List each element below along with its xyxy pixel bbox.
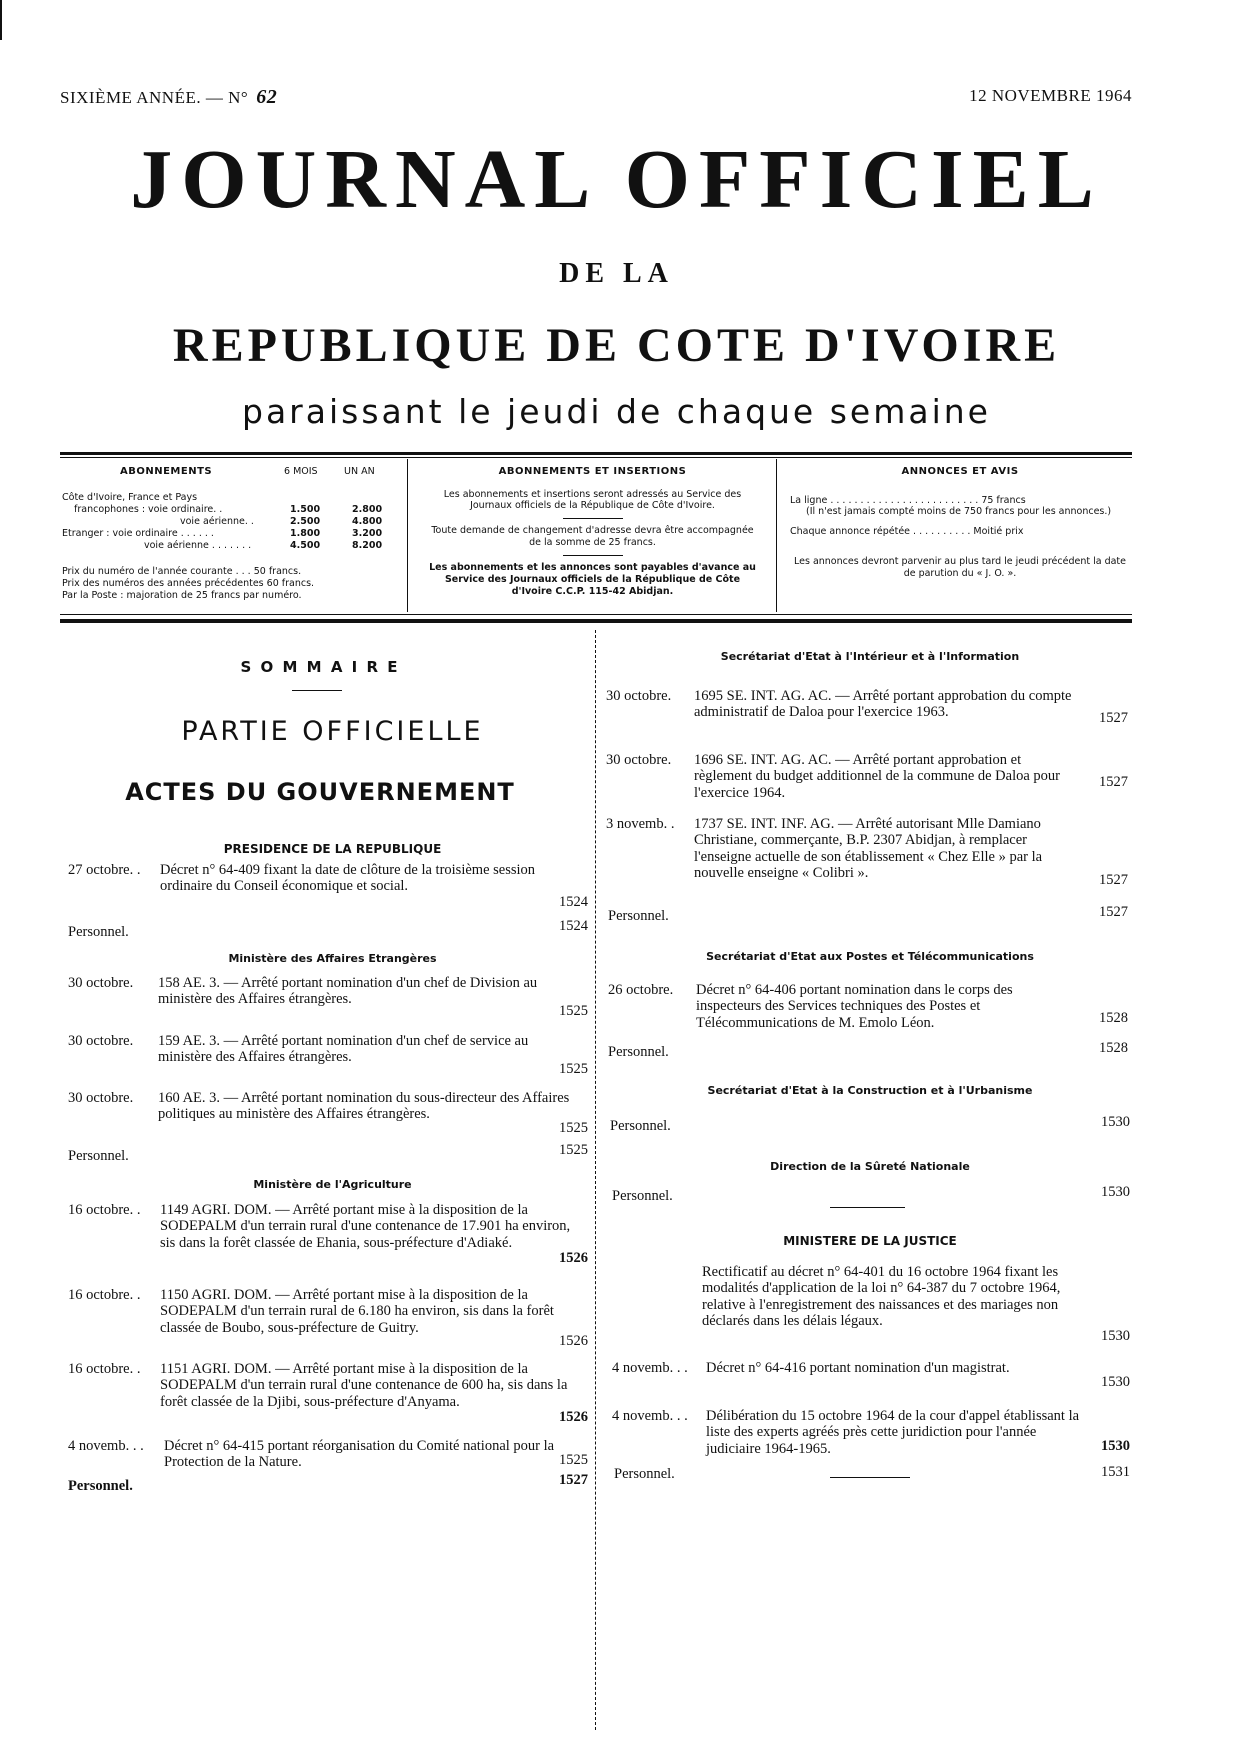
col-6-mois: 6 MOIS <box>284 466 318 477</box>
entry-date: 30 octobre. <box>68 1090 134 1106</box>
box-divider <box>776 459 777 612</box>
entry-date: 30 octobre. <box>606 688 672 704</box>
top-rule-thin <box>60 457 1132 458</box>
sommaire-entry <box>612 1408 1130 1458</box>
sommaire-entry <box>68 1090 588 1146</box>
top-rule <box>60 452 1132 455</box>
sommaire-entry <box>68 1033 588 1089</box>
entry-page: 1526 <box>559 1250 588 1266</box>
entry-page: 1524 <box>559 894 588 910</box>
sommaire-entry <box>614 1466 1130 1486</box>
entry-text: Personnel. <box>610 1118 671 1134</box>
abonnements-box <box>62 460 402 602</box>
tarif-value: 4.800 <box>352 516 383 527</box>
entry-page: 1525 <box>559 1142 588 1158</box>
abonnements-header: ABONNEMENTS <box>120 466 213 477</box>
entry-page: 1528 <box>1099 1040 1128 1056</box>
entry-text: 1696 SE. INT. AG. AC. — Arrêté portant approbation et règlement du budget additionnel de la commune de Daloa pour l'exercice 1964. <box>694 752 1061 801</box>
republic-title: REPUBLIQUE DE COTE D'IVOIRE <box>172 319 1061 372</box>
separator <box>563 518 623 519</box>
sommaire-entry <box>68 1472 588 1498</box>
entry-page: 1528 <box>1099 1010 1128 1026</box>
entry-page: 1527 <box>1099 872 1128 888</box>
boxes-bottom-rule <box>60 614 1132 615</box>
sommaire-entry <box>68 918 588 944</box>
entry-date: 27 octobre. . <box>68 862 141 878</box>
entry-text: 1151 AGRI. DOM. — Arrêté portant mise à la disposition de la SODEPALM d'un terrain rural d'une contenance de 600 ha, sis dans la forêt classée de la Djibi, sous-préfecture d'Anyama. <box>160 1361 568 1410</box>
entry-text: 1695 SE. INT. AG. AC. — Arrêté portant approbation du compte administratif de Daloa pour l'exercice 1963. <box>694 688 1072 721</box>
entry-page: 1527 <box>1099 774 1128 790</box>
entry-text: 1150 AGRI. DOM. — Arrêté portant mise à la disposition de la SODEPALM d'un terrain rural de 6.180 ha environ, sis dans la forêt classée de Boubo, sous-préfecture de Guitry. <box>160 1287 554 1336</box>
sommaire-entry <box>610 1114 1130 1138</box>
entry-text: Décret n° 64-416 portant nomination d'un magistrat. <box>706 1360 1010 1376</box>
tarif-value: 1.800 <box>290 528 321 539</box>
tarif-value: 2.800 <box>352 504 383 515</box>
sommaire-entry <box>68 1202 588 1278</box>
box-divider <box>407 459 408 612</box>
entry-text: Personnel. <box>612 1188 673 1204</box>
entry-text: Délibération du 15 octobre 1964 de la cour d'appel établissant la liste des experts agréés près cette juridiction pour l'année judiciaire 1964-1965. <box>706 1408 1080 1457</box>
entry-text: Personnel. <box>68 1148 129 1164</box>
boxes-bottom-rule-thick <box>60 619 1132 623</box>
tarif-row: Etranger : voie ordinaire . . . . . . <box>62 528 214 539</box>
section-agriculture: Ministère de l'Agriculture <box>253 1178 412 1191</box>
issue-year: SIXIÈME ANNÉE. — N° <box>60 88 249 107</box>
entry-text: 158 AE. 3. — Arrêté portant nomination d'un chef de Division au ministère des Affaires étrangères. <box>158 975 538 1008</box>
entry-page: 1530 <box>1101 1184 1130 1200</box>
entry-text: 1737 SE. INT. INF. AG. — Arrêté autorisant Mlle Damiano Christiane, commerçante, B.P. 2307 Abidjan, à remplacer l'enseigne actuelle de son établissement « Chez Elle » par la nouvelle enseigne « Colibri ». <box>694 816 1043 882</box>
tarif-value: 1.500 <box>290 504 321 515</box>
entry-page: 1527 <box>559 1472 588 1488</box>
entry-text: 1149 AGRI. DOM. — Arrêté portant mise à la disposition de la SODEPALM d'un terrain rural d'une contenance de 17.901 ha environ, sis dans la forêt classée de Ehania, sous-préfecture d'Adiaké. <box>160 1202 571 1251</box>
separator <box>292 690 342 691</box>
sommaire-entry <box>68 975 588 1031</box>
annonces-box <box>790 460 1130 580</box>
entry-date: 30 octobre. <box>606 752 672 768</box>
col-un-an: UN AN <box>344 466 375 477</box>
sommaire-entry <box>68 1438 588 1474</box>
tarif-value: 4.500 <box>290 540 321 551</box>
entry-page: 1527 <box>1099 710 1128 726</box>
entry-page: 1525 <box>559 1120 588 1136</box>
prix-poste: Par la Poste : majoration de 25 francs par numéro. <box>62 589 302 601</box>
entry-page: 1526 <box>559 1333 588 1349</box>
publication-frequency: paraissant le jeudi de chaque semaine <box>242 392 991 431</box>
tarif-value: 3.200 <box>352 528 383 539</box>
prix-numero: Prix des numéros des années précédentes 60 francs. <box>62 577 315 589</box>
entry-page: 1530 <box>1101 1114 1130 1130</box>
entry-date: 30 octobre. <box>68 1033 134 1049</box>
tarif-row: francophones : voie ordinaire. . <box>74 504 223 515</box>
entry-date: 16 octobre. . <box>68 1202 141 1218</box>
annonces-delai: Les annonces devront parvenir au plus tard le jeudi précédent la date de parution du « J. O. ». <box>794 556 1126 579</box>
entry-text: Personnel. <box>68 1478 133 1494</box>
sommaire-entry <box>612 1184 1130 1208</box>
annonces-header: ANNONCES ET AVIS <box>901 466 1019 477</box>
entry-date: 4 novemb. . . <box>612 1408 688 1424</box>
insertions-text: Toute demande de changement d'adresse devra être accompagnée de la somme de 25 francs. <box>431 525 754 549</box>
sommaire-entry <box>68 1361 588 1425</box>
entry-page: 1530 <box>1101 1328 1130 1344</box>
entry-date: 26 octobre. <box>608 982 674 998</box>
issue-line <box>60 86 277 109</box>
entry-date: 30 octobre. <box>68 975 134 991</box>
entry-text: Décret n° 64-406 portant nomination dans le corps des inspecteurs des Services techniques des Postes et Télécommunications de M. Emolo Léon. <box>696 982 1013 1031</box>
sommaire-entry <box>608 982 1128 1032</box>
sommaire-entry <box>606 752 1128 801</box>
separator <box>563 555 623 556</box>
entry-text: Personnel. <box>608 908 669 924</box>
sommaire-entry <box>68 1287 588 1347</box>
entry-date: 3 novemb. . <box>606 816 675 832</box>
entry-date: 16 octobre. . <box>68 1361 141 1377</box>
section-presidence: PRESIDENCE DE LA REPUBLIQUE <box>223 842 442 856</box>
partie-officielle: PARTIE OFFICIELLE <box>181 716 484 747</box>
entry-date: 4 novemb. . . <box>68 1438 144 1454</box>
insertions-header: ABONNEMENTS ET INSERTIONS <box>498 466 687 477</box>
tarif-row: Côte d'Ivoire, France et Pays <box>62 492 198 503</box>
entry-page: 1531 <box>1101 1464 1130 1480</box>
separator <box>830 1207 905 1208</box>
separator <box>830 1477 910 1478</box>
tarif-value: 2.500 <box>290 516 321 527</box>
annonces-note: (Il n'est jamais compté moins de 750 francs pour les annonces.) <box>806 506 1112 518</box>
sommaire-entry <box>68 862 588 922</box>
sommaire-entry <box>606 688 1128 734</box>
entry-page: 1526 <box>559 1409 588 1425</box>
issue-date: 12 NOVEMBRE 1964 <box>969 86 1132 105</box>
section-surete: Direction de la Sûreté Nationale <box>770 1160 970 1173</box>
entry-page: 1527 <box>1099 904 1128 920</box>
entry-date: 4 novemb. . . <box>612 1360 688 1376</box>
tarif-row: voie aérienne . . . . . . . <box>144 540 252 551</box>
section-interieur: Secrétariat d'Etat à l'Intérieur et à l'Information <box>720 650 1020 663</box>
sommaire-entry <box>612 1360 1130 1396</box>
entry-page: 1525 <box>559 1003 588 1019</box>
prix-numero: Prix du numéro de l'année courante . . . 50 francs. <box>62 566 302 577</box>
insertions-text: Les abonnements et les annonces sont payables d'avance au Service des Journaux officiels de la République de Côte d'Ivoire C.C.P. 115-42 Abidjan. <box>429 562 756 597</box>
sommaire-entry <box>612 1264 1130 1346</box>
issue-number: 62 <box>256 86 278 108</box>
entry-page: 1525 <box>559 1061 588 1077</box>
entry-text: Décret n° 64-409 fixant la date de clôture de la troisième session ordinaire du Conseil économique et social. <box>160 862 536 895</box>
entry-text: 160 AE. 3. — Arrêté portant nomination du sous-directeur des Affaires politiques au ministère des Affaires étrangères. <box>158 1090 570 1123</box>
section-postes: Secrétariat d'Etat aux Postes et Télécommunications <box>706 950 1034 963</box>
entry-page: 1530 <box>1101 1374 1130 1390</box>
entry-page: 1525 <box>559 1452 588 1468</box>
section-affaires-etrangeres: Ministère des Affaires Etrangères <box>228 952 437 965</box>
annonces-ligne: La ligne . . . . . . . . . . . . . . . . . . . . . . . . . 75 francs <box>790 494 1026 506</box>
entry-text: Personnel. <box>614 1466 675 1482</box>
sommaire-entry <box>608 904 1128 928</box>
entry-date: 16 octobre. . <box>68 1287 141 1303</box>
tarif-row: voie aérienne. . <box>180 516 254 527</box>
entry-text: Personnel. <box>608 1044 669 1060</box>
actes-heading: ACTES DU GOUVERNEMENT <box>125 778 515 806</box>
section-justice: MINISTERE DE LA JUSTICE <box>783 1234 957 1248</box>
annonces-repetee: Chaque annonce répétée . . . . . . . . . . Moitié prix <box>790 526 1024 538</box>
section-construction: Secrétariat d'Etat à la Construction et à l'Urbanisme <box>707 1084 1033 1097</box>
sommaire-title: S O M M A I R E <box>240 658 400 676</box>
subtitle-de-la: DE LA <box>559 258 674 289</box>
entry-text: Décret n° 64-415 portant réorganisation du Comité national pour la Protection de la Nature. <box>164 1438 555 1471</box>
sommaire-entry <box>606 816 1128 896</box>
entry-text: Personnel. <box>68 924 129 940</box>
margin-line <box>0 0 2 40</box>
insertions-text: Les abonnements et insertions seront adressés au Service des Journaux officiels de la République de Côte d'Ivoire. <box>443 488 742 512</box>
sommaire-entry <box>68 1142 588 1168</box>
entry-page: 1524 <box>559 918 588 934</box>
entry-page: 1530 <box>1101 1438 1130 1454</box>
entry-text: Rectificatif au décret n° 64-401 du 16 octobre 1964 fixant les modalités d'application de la loi n° 64-387 du 7 octobre 1964, relative à l'enregistrement des naissances et des mariages non déclarés dans les délais légaux. <box>702 1264 1061 1330</box>
sommaire-entry <box>608 1040 1128 1064</box>
insertions-box <box>425 460 760 598</box>
tarif-value: 8.200 <box>352 540 383 551</box>
journal-title: JOURNAL OFFICIEL <box>130 133 1103 226</box>
entry-text: 159 AE. 3. — Arrêté portant nomination d'un chef de service au ministère des Affaires étrangères. <box>158 1033 529 1066</box>
